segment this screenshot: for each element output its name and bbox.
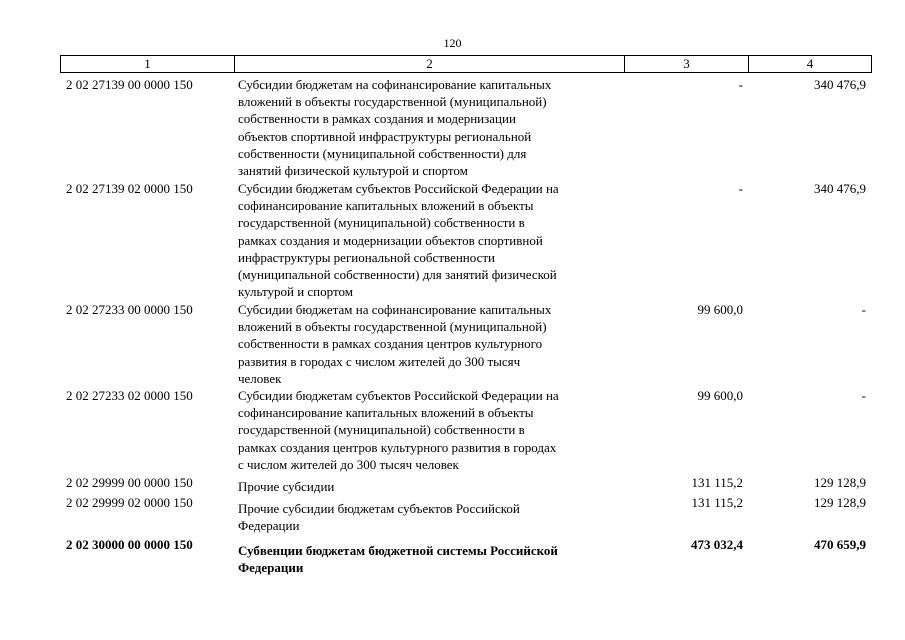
row-description bbox=[238, 180, 618, 300]
description-line: с числом жителей до 300 тысяч человек bbox=[238, 456, 459, 472]
table-header bbox=[60, 55, 872, 73]
description-line: Прочие субсидии bbox=[238, 479, 335, 494]
header-col-3: 3 bbox=[625, 56, 749, 72]
amount-col-3: 131 115,2 bbox=[691, 475, 743, 490]
budget-code: 2 02 29999 02 0000 150 bbox=[66, 495, 193, 510]
amount-col-3: 99 600,0 bbox=[697, 388, 743, 403]
amount-col-3: - bbox=[738, 181, 743, 196]
description-line: Субвенции бюджетам бюджетной системы Российской bbox=[238, 543, 558, 558]
budget-code: 2 02 30000 00 0000 150 bbox=[66, 537, 193, 552]
description-line: (муниципальной собственности) для занятий физической bbox=[238, 267, 557, 283]
amount-col-4: 470 659,9 bbox=[814, 537, 866, 552]
row-description bbox=[238, 478, 618, 495]
page-number: 120 bbox=[443, 36, 462, 50]
amount-col-4: 340 476,9 bbox=[814, 77, 866, 92]
description-line: государственной (муниципальной) собственности в bbox=[238, 422, 525, 438]
description-line: культурой и спортом bbox=[238, 284, 353, 300]
description-line: объектов спортивной инфраструктуры региональной bbox=[238, 128, 532, 144]
description-line: Прочие субсидии бюджетам субъектов Российской bbox=[238, 501, 520, 516]
budget-code: 2 02 29999 00 0000 150 bbox=[66, 475, 193, 490]
description-line: занятий физической культурой и спортом bbox=[238, 163, 468, 179]
header-col-4: 4 bbox=[806, 56, 814, 71]
description-line: вложений в объекты государственной (муниципальной) bbox=[238, 319, 547, 335]
amount-col-4: 340 476,9 bbox=[814, 181, 866, 196]
amount-col-3: 473 032,4 bbox=[691, 537, 743, 552]
amount-col-4: 129 128,9 bbox=[814, 495, 866, 510]
description-line: собственности в рамках создания центров культурного bbox=[238, 336, 543, 352]
amount-col-4: - bbox=[861, 302, 866, 317]
budget-code: 2 02 27233 00 0000 150 bbox=[66, 302, 193, 317]
budget-code: 2 02 27139 02 0000 150 bbox=[66, 181, 193, 196]
description-line: Федерации bbox=[238, 560, 304, 576]
description-line: инфраструктуры региональной собственности bbox=[238, 249, 495, 265]
description-line: софинансирование капитальных вложений в объекты bbox=[238, 198, 534, 214]
row-description bbox=[238, 301, 618, 387]
description-line: Субсидии бюджетам субъектов Российской Федерации на bbox=[238, 388, 559, 403]
description-line: Федерации bbox=[238, 518, 300, 534]
description-line: рамках создания центров культурного развития в городах bbox=[238, 439, 557, 455]
amount-col-3: 131 115,2 bbox=[691, 495, 743, 510]
description-line: Субсидии бюджетам на софинансирование капитальных bbox=[238, 302, 552, 317]
description-line: вложений в объекты государственной (муниципальной) bbox=[238, 94, 547, 110]
row-description bbox=[238, 542, 618, 576]
amount-col-4: 129 128,9 bbox=[814, 475, 866, 490]
amount-col-4: - bbox=[861, 388, 866, 403]
row-description bbox=[238, 387, 618, 473]
description-line: софинансирование капитальных вложений в объекты bbox=[238, 405, 534, 421]
description-line: развития в городах с числом жителей до 300 тысяч bbox=[238, 353, 521, 369]
description-line: собственности в рамках создания и модернизации bbox=[238, 111, 516, 127]
budget-code: 2 02 27233 02 0000 150 bbox=[66, 388, 193, 403]
description-line: человек bbox=[238, 370, 282, 386]
row-description bbox=[238, 500, 618, 534]
amount-col-3: - bbox=[738, 77, 743, 92]
description-line: рамках создания и модернизации объектов спортивной bbox=[238, 232, 543, 248]
description-line: Субсидии бюджетам на софинансирование капитальных bbox=[238, 77, 552, 92]
header-col-2: 2 bbox=[235, 56, 625, 72]
description-line: собственности (муниципальной собственности) для bbox=[238, 145, 527, 161]
amount-col-3: 99 600,0 bbox=[697, 302, 743, 317]
description-line: Субсидии бюджетам субъектов Российской Федерации на bbox=[238, 181, 559, 196]
budget-code: 2 02 27139 00 0000 150 bbox=[66, 77, 193, 92]
description-line: государственной (муниципальной) собственности в bbox=[238, 215, 525, 231]
header-col-1: 1 bbox=[61, 56, 235, 72]
row-description bbox=[238, 76, 618, 179]
